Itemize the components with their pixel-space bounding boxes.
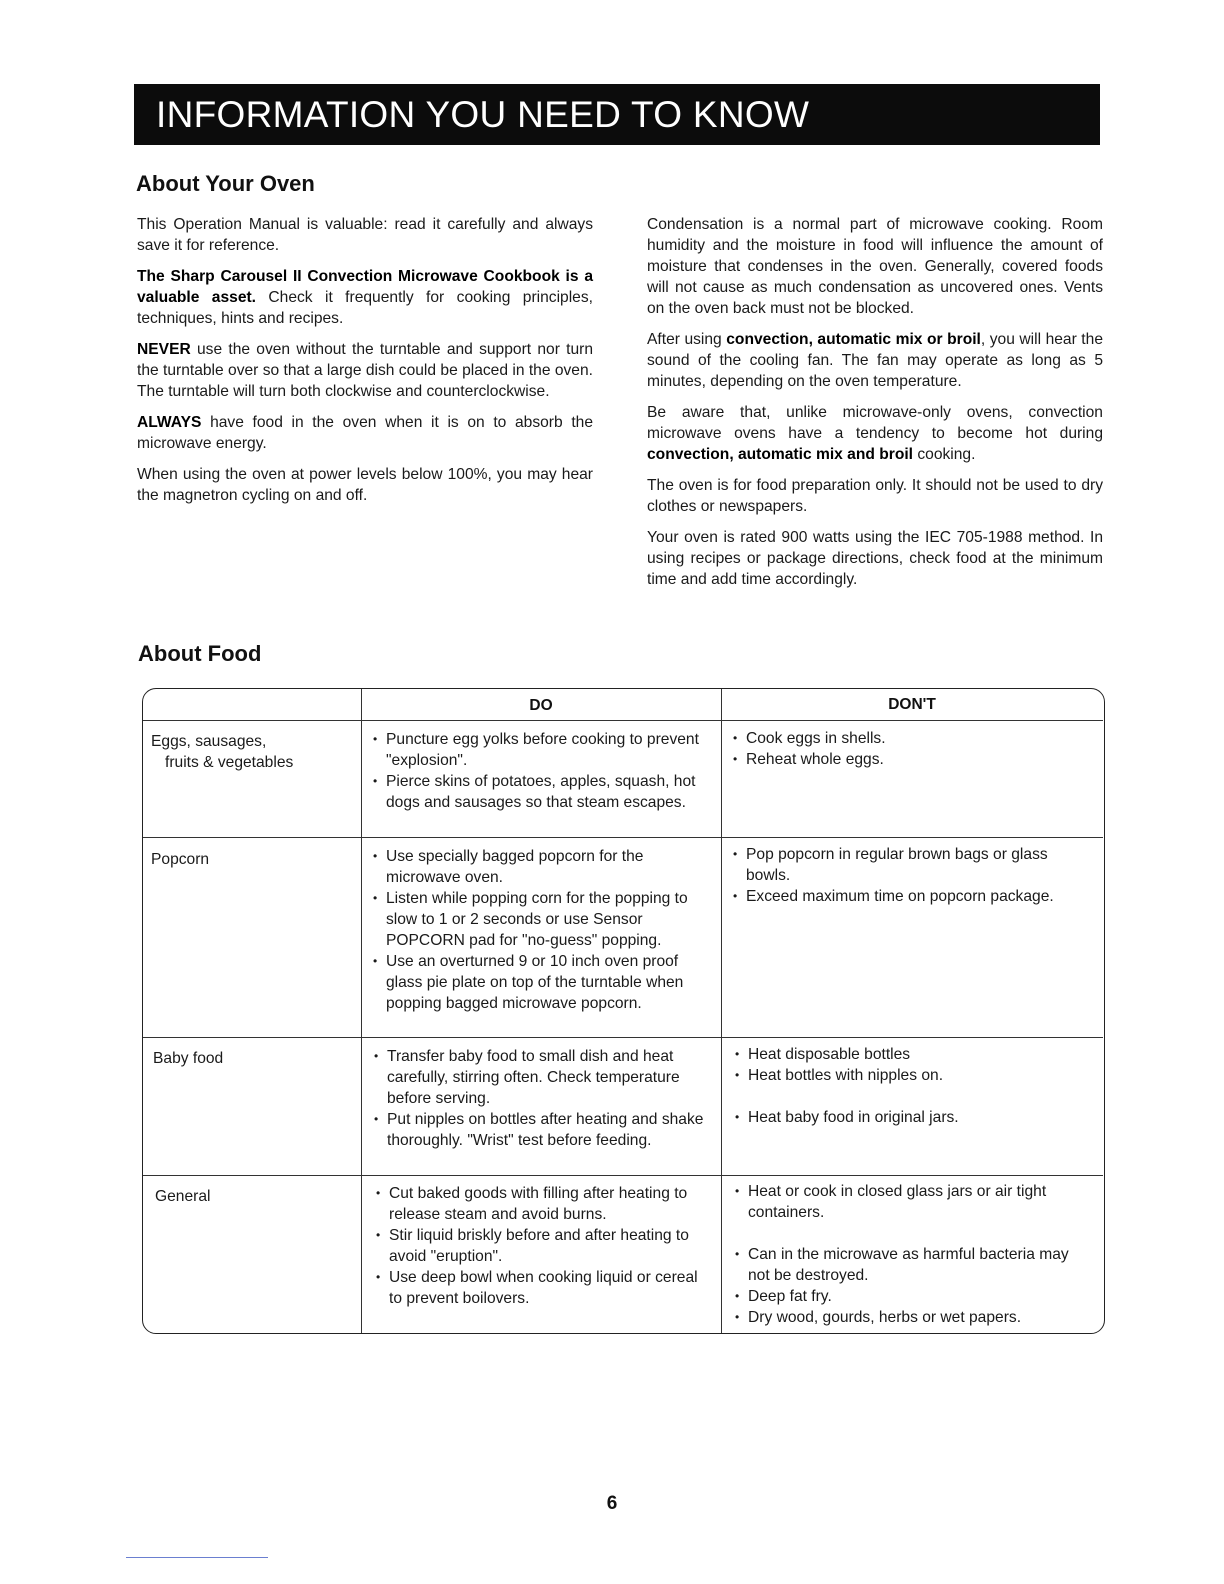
row-label-line: fruits & vegetables bbox=[165, 754, 294, 771]
row-label-line: Popcorn bbox=[151, 851, 210, 868]
table-divider bbox=[143, 1037, 1103, 1038]
oven-right-column bbox=[647, 214, 1103, 600]
oven-left-p4 bbox=[137, 412, 593, 454]
always-lead: ALWAYS bbox=[137, 414, 202, 431]
list-item: • Puncture egg yolks before cooking to prevent "explosion". bbox=[371, 729, 709, 771]
table-divider bbox=[143, 1175, 1103, 1176]
row-label-line: General bbox=[155, 1188, 211, 1205]
page-number: 6 bbox=[606, 1493, 618, 1514]
list-item: • Cut baked goods with filling after heating to release steam and avoid burns. bbox=[374, 1183, 712, 1225]
oven-right-p2 bbox=[647, 329, 1103, 392]
fan-text-b: , you will hear the sound of the cooling fan. The fan may operate as long as 5 minutes, depending on the oven temperature. bbox=[647, 331, 1103, 390]
table-divider bbox=[143, 837, 1103, 838]
row-dont-general bbox=[733, 1181, 1093, 1328]
row-label-line: Baby food bbox=[153, 1050, 224, 1067]
row-do-general bbox=[374, 1183, 712, 1309]
fan-text-a: After using bbox=[647, 331, 727, 348]
row-label-popcorn bbox=[151, 849, 351, 870]
list-item: • Stir liquid briskly before and after heating to avoid "eruption". bbox=[374, 1225, 712, 1267]
list-item: • Use deep bowl when cooking liquid or cereal to prevent boilovers. bbox=[374, 1267, 712, 1309]
hot-text-b: cooking. bbox=[913, 446, 976, 463]
fan-text-bold: convection, automatic mix or broil bbox=[726, 331, 981, 348]
row-label-baby-food bbox=[153, 1048, 353, 1069]
row-dont-popcorn bbox=[731, 844, 1093, 907]
list-item: • Exceed maximum time on popcorn package. bbox=[731, 886, 1093, 907]
oven-right-p5: Your oven is rated 900 watts using the IEC 705-1988 method. In using recipes or package directions, check food at the minimum time and add time accordingly. bbox=[647, 529, 1103, 588]
list-item: • Listen while popping corn for the popping to slow to 1 or 2 seconds or use Sensor POPCORN pad for "no-guess" popping. bbox=[371, 888, 709, 951]
table-divider bbox=[361, 689, 362, 1333]
list-item: • Put nipples on bottles after heating and shake thoroughly. "Wrist" test before feeding. bbox=[372, 1109, 710, 1151]
cookbook-lead: The Sharp Carousel II Convection Microwave Cookbook is a valuable asset. bbox=[137, 268, 593, 306]
list-item: • Use specially bagged popcorn for the microwave oven. bbox=[371, 846, 709, 888]
never-lead: NEVER bbox=[137, 341, 191, 358]
oven-right-p1: Condensation is a normal part of microwave cooking. Room humidity and the moisture in food will influence the amount of moisture that condenses in the oven. Generally, covered foods will not cause as much condensation as uncovered ones. Vents on the oven back must not be blocked. bbox=[647, 216, 1103, 317]
list-item: • Pop popcorn in regular brown bags or glass bowls. bbox=[731, 844, 1093, 886]
hot-text-a: Be aware that, unlike microwave-only ovens, convection microwave ovens have a tendency to become hot during bbox=[647, 404, 1103, 442]
oven-left-p3 bbox=[137, 339, 593, 402]
list-item: • Cook eggs in shells. bbox=[731, 728, 1091, 749]
header-dont: DON'T bbox=[888, 696, 936, 713]
list-item: • Can in the microwave as harmful bacteria may not be destroyed. bbox=[733, 1244, 1093, 1286]
never-text: use the oven without the turntable and support nor turn the turntable over so that a large dish could be placed in the oven. The turntable will turn both clockwise and counterclockwise. bbox=[137, 341, 593, 400]
oven-left-column bbox=[137, 214, 593, 516]
row-label-line: Eggs, sausages, bbox=[151, 733, 267, 750]
list-item: • Dry wood, gourds, herbs or wet papers. bbox=[733, 1307, 1093, 1328]
always-text: have food in the oven when it is on to absorb the microwave energy. bbox=[137, 414, 593, 452]
header-do: DO bbox=[529, 697, 553, 714]
page-banner-title: INFORMATION YOU NEED TO KNOW bbox=[134, 84, 1100, 145]
about-food-heading: About Food bbox=[138, 641, 262, 666]
row-do-eggs bbox=[371, 729, 709, 813]
about-your-oven-heading: About Your Oven bbox=[136, 171, 315, 196]
row-label-general bbox=[155, 1186, 355, 1207]
oven-left-p5: When using the oven at power levels below 100%, you may hear the magnetron cycling on and off. bbox=[137, 466, 593, 504]
oven-left-p1: This Operation Manual is valuable: read it carefully and always save it for reference. bbox=[137, 216, 593, 254]
row-dont-baby-food bbox=[733, 1044, 1093, 1128]
list-item: • Heat disposable bottles bbox=[733, 1044, 1093, 1065]
list-item: • Reheat whole eggs. bbox=[731, 749, 1091, 770]
table-divider bbox=[143, 720, 1103, 721]
oven-left-p2 bbox=[137, 266, 593, 329]
list-item: • Use an overturned 9 or 10 inch oven proof glass pie plate on top of the turntable when popping bagged microwave popcorn. bbox=[371, 951, 709, 1014]
list-item: • Heat bottles with nipples on. bbox=[733, 1065, 1093, 1086]
list-item: • Deep fat fry. bbox=[733, 1286, 1093, 1307]
cookbook-text: Check it frequently for cooking principles, techniques, hints and recipes. bbox=[137, 289, 593, 327]
row-do-baby-food bbox=[372, 1046, 710, 1151]
oven-right-p3 bbox=[647, 402, 1103, 465]
table-divider bbox=[721, 689, 722, 1333]
food-table bbox=[142, 688, 1105, 1334]
list-item: • Pierce skins of potatoes, apples, squash, hot dogs and sausages so that steam escapes. bbox=[371, 771, 709, 813]
row-label-eggs bbox=[151, 731, 351, 773]
row-dont-eggs bbox=[731, 728, 1091, 770]
hot-text-bold: convection, automatic mix and broil bbox=[647, 446, 914, 463]
list-item: • Heat baby food in original jars. bbox=[733, 1107, 1093, 1128]
oven-right-p4: The oven is for food preparation only. It should not be used to dry clothes or newspapers. bbox=[647, 477, 1103, 515]
list-item: • Transfer baby food to small dish and heat carefully, stirring often. Check temperature before serving. bbox=[372, 1046, 710, 1109]
list-item: • Heat or cook in closed glass jars or air tight containers. bbox=[733, 1181, 1093, 1223]
footer-rule bbox=[126, 1557, 268, 1558]
row-do-popcorn bbox=[371, 846, 709, 1014]
